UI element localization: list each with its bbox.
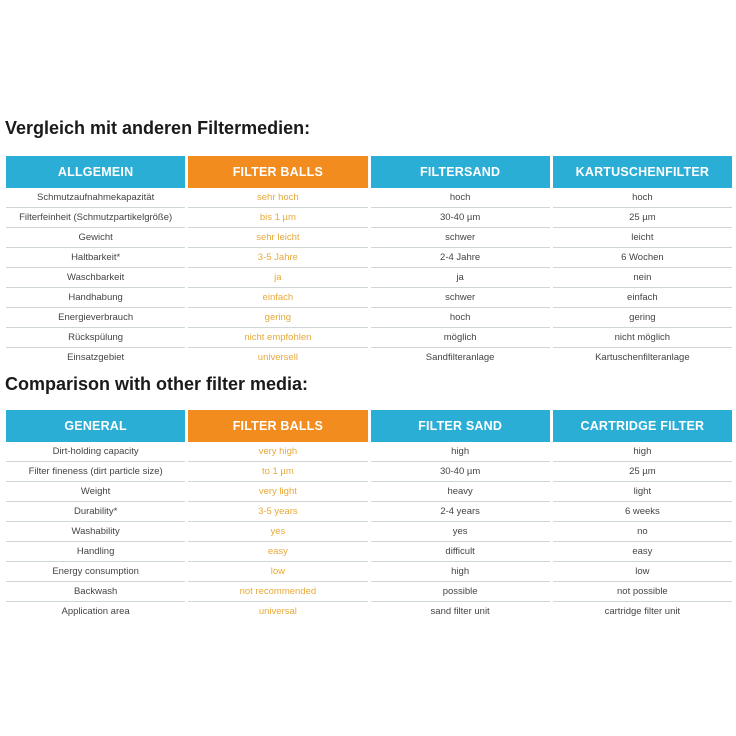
header-filter-sand: FILTERSAND bbox=[371, 156, 550, 188]
property-cell: Durability* bbox=[6, 502, 185, 522]
cartridge-filter-cell: cartridge filter unit bbox=[604, 606, 681, 617]
property-cell: Einsatzgebiet bbox=[67, 352, 125, 363]
table-row bbox=[6, 602, 732, 621]
table-row bbox=[6, 442, 732, 462]
filter-sand-cell: sand filter unit bbox=[430, 606, 490, 617]
property-cell: Waschbarkeit bbox=[6, 268, 185, 288]
property-cell: Energieverbrauch bbox=[6, 308, 185, 328]
filter-balls-cell: yes bbox=[188, 522, 367, 542]
filter-sand-cell: 2-4 years bbox=[371, 502, 550, 522]
filter-balls-cell: bis 1 µm bbox=[188, 208, 367, 228]
property-cell: Washability bbox=[6, 522, 185, 542]
table-row bbox=[6, 582, 732, 602]
property-cell: Filter fineness (dirt particle size) bbox=[6, 462, 185, 482]
property-cell: Application area bbox=[61, 606, 130, 617]
table-row bbox=[6, 462, 732, 482]
filter-sand-cell: 30-40 µm bbox=[371, 462, 550, 482]
english-comparison-section bbox=[0, 372, 736, 621]
property-cell: Haltbarkeit* bbox=[6, 248, 185, 268]
table-row bbox=[6, 542, 732, 562]
property-cell: Schmutzaufnahmekapazität bbox=[6, 188, 185, 208]
german-table-body bbox=[6, 188, 732, 367]
filter-sand-cell: 2-4 Jahre bbox=[371, 248, 550, 268]
table-row bbox=[6, 228, 732, 248]
filter-sand-cell: 30-40 µm bbox=[371, 208, 550, 228]
filter-balls-cell: very light bbox=[188, 482, 367, 502]
cartridge-filter-cell: not possible bbox=[553, 582, 732, 602]
filter-sand-cell: hoch bbox=[371, 188, 550, 208]
english-table-body bbox=[6, 442, 732, 621]
cartridge-filter-cell: light bbox=[553, 482, 732, 502]
cartridge-filter-cell: high bbox=[553, 442, 732, 462]
filter-balls-cell: to 1 µm bbox=[188, 462, 367, 482]
filter-balls-cell: sehr leicht bbox=[188, 228, 367, 248]
header-cartridge-filter: CARTRIDGE FILTER bbox=[553, 410, 732, 442]
header-cartridge-filter: KARTUSCHENFILTER bbox=[553, 156, 732, 188]
property-cell: Backwash bbox=[6, 582, 185, 602]
filter-sand-cell: möglich bbox=[371, 328, 550, 348]
filter-sand-cell: possible bbox=[371, 582, 550, 602]
german-heading: Vergleich mit anderen Filtermedien: bbox=[5, 118, 311, 138]
cartridge-filter-cell: easy bbox=[553, 542, 732, 562]
table-row bbox=[6, 268, 732, 288]
table-row bbox=[6, 208, 732, 228]
cartridge-filter-cell: nein bbox=[553, 268, 732, 288]
filter-balls-cell: not recommended bbox=[188, 582, 367, 602]
filter-balls-cell: easy bbox=[188, 542, 367, 562]
table-row bbox=[6, 328, 732, 348]
filter-sand-cell: high bbox=[371, 562, 550, 582]
header-general: GENERAL bbox=[6, 410, 185, 442]
cartridge-filter-cell: hoch bbox=[553, 188, 732, 208]
table-header-row bbox=[6, 156, 732, 188]
property-cell: Weight bbox=[6, 482, 185, 502]
filter-balls-cell: 3-5 years bbox=[188, 502, 367, 522]
table-row bbox=[6, 522, 732, 542]
german-comparison-section bbox=[0, 116, 736, 367]
property-cell: Dirt-holding capacity bbox=[6, 442, 185, 462]
cartridge-filter-cell: einfach bbox=[553, 288, 732, 308]
cartridge-filter-cell: no bbox=[553, 522, 732, 542]
property-cell: Filterfeinheit (Schmutzpartikelgröße) bbox=[6, 208, 185, 228]
table-row bbox=[6, 562, 732, 582]
cartridge-filter-cell: 6 Wochen bbox=[553, 248, 732, 268]
filter-sand-cell: yes bbox=[371, 522, 550, 542]
cartridge-filter-cell: low bbox=[553, 562, 732, 582]
cartridge-filter-cell: 25 µm bbox=[553, 208, 732, 228]
property-cell: Handhabung bbox=[6, 288, 185, 308]
property-cell: Handling bbox=[6, 542, 185, 562]
filter-balls-cell: sehr hoch bbox=[188, 188, 367, 208]
table-row bbox=[6, 308, 732, 328]
filter-balls-cell: 3-5 Jahre bbox=[188, 248, 367, 268]
table-row bbox=[6, 482, 732, 502]
filter-balls-cell: ja bbox=[188, 268, 367, 288]
filter-balls-cell: gering bbox=[188, 308, 367, 328]
filter-sand-cell: heavy bbox=[371, 482, 550, 502]
header-filter-balls: FILTER BALLS bbox=[188, 156, 367, 188]
english-comparison-table bbox=[3, 410, 735, 621]
filter-sand-cell: hoch bbox=[371, 308, 550, 328]
cartridge-filter-cell: gering bbox=[553, 308, 732, 328]
header-filter-sand: FILTER SAND bbox=[371, 410, 550, 442]
cartridge-filter-cell: 25 µm bbox=[553, 462, 732, 482]
cartridge-filter-cell: leicht bbox=[553, 228, 732, 248]
english-heading: Comparison with other filter media: bbox=[5, 374, 309, 394]
property-cell: Energy consumption bbox=[6, 562, 185, 582]
cartridge-filter-cell: 6 weeks bbox=[553, 502, 732, 522]
filter-sand-cell: Sandfilteranlage bbox=[425, 352, 495, 363]
table-row bbox=[6, 248, 732, 268]
property-cell: Rückspülung bbox=[6, 328, 185, 348]
filter-sand-cell: schwer bbox=[371, 228, 550, 248]
table-header-row bbox=[6, 410, 732, 442]
property-cell: Gewicht bbox=[6, 228, 185, 248]
filter-balls-cell: universal bbox=[258, 606, 297, 617]
filter-balls-cell: low bbox=[188, 562, 367, 582]
table-row bbox=[6, 502, 732, 522]
filter-balls-cell: very high bbox=[188, 442, 367, 462]
header-filter-balls: FILTER BALLS bbox=[188, 410, 367, 442]
cartridge-filter-cell: nicht möglich bbox=[553, 328, 732, 348]
filter-balls-cell: nicht empfohlen bbox=[188, 328, 367, 348]
table-row bbox=[6, 288, 732, 308]
filter-sand-cell: ja bbox=[371, 268, 550, 288]
filter-sand-cell: difficult bbox=[371, 542, 550, 562]
table-row bbox=[6, 188, 732, 208]
filter-sand-cell: high bbox=[371, 442, 550, 462]
filter-sand-cell: schwer bbox=[371, 288, 550, 308]
cartridge-filter-cell: Kartuschenfilteranlage bbox=[595, 352, 690, 363]
header-general: ALLGEMEIN bbox=[6, 156, 185, 188]
filter-balls-cell: universell bbox=[257, 352, 298, 363]
german-comparison-table bbox=[3, 156, 735, 367]
filter-balls-cell: einfach bbox=[188, 288, 367, 308]
table-row bbox=[6, 348, 732, 367]
